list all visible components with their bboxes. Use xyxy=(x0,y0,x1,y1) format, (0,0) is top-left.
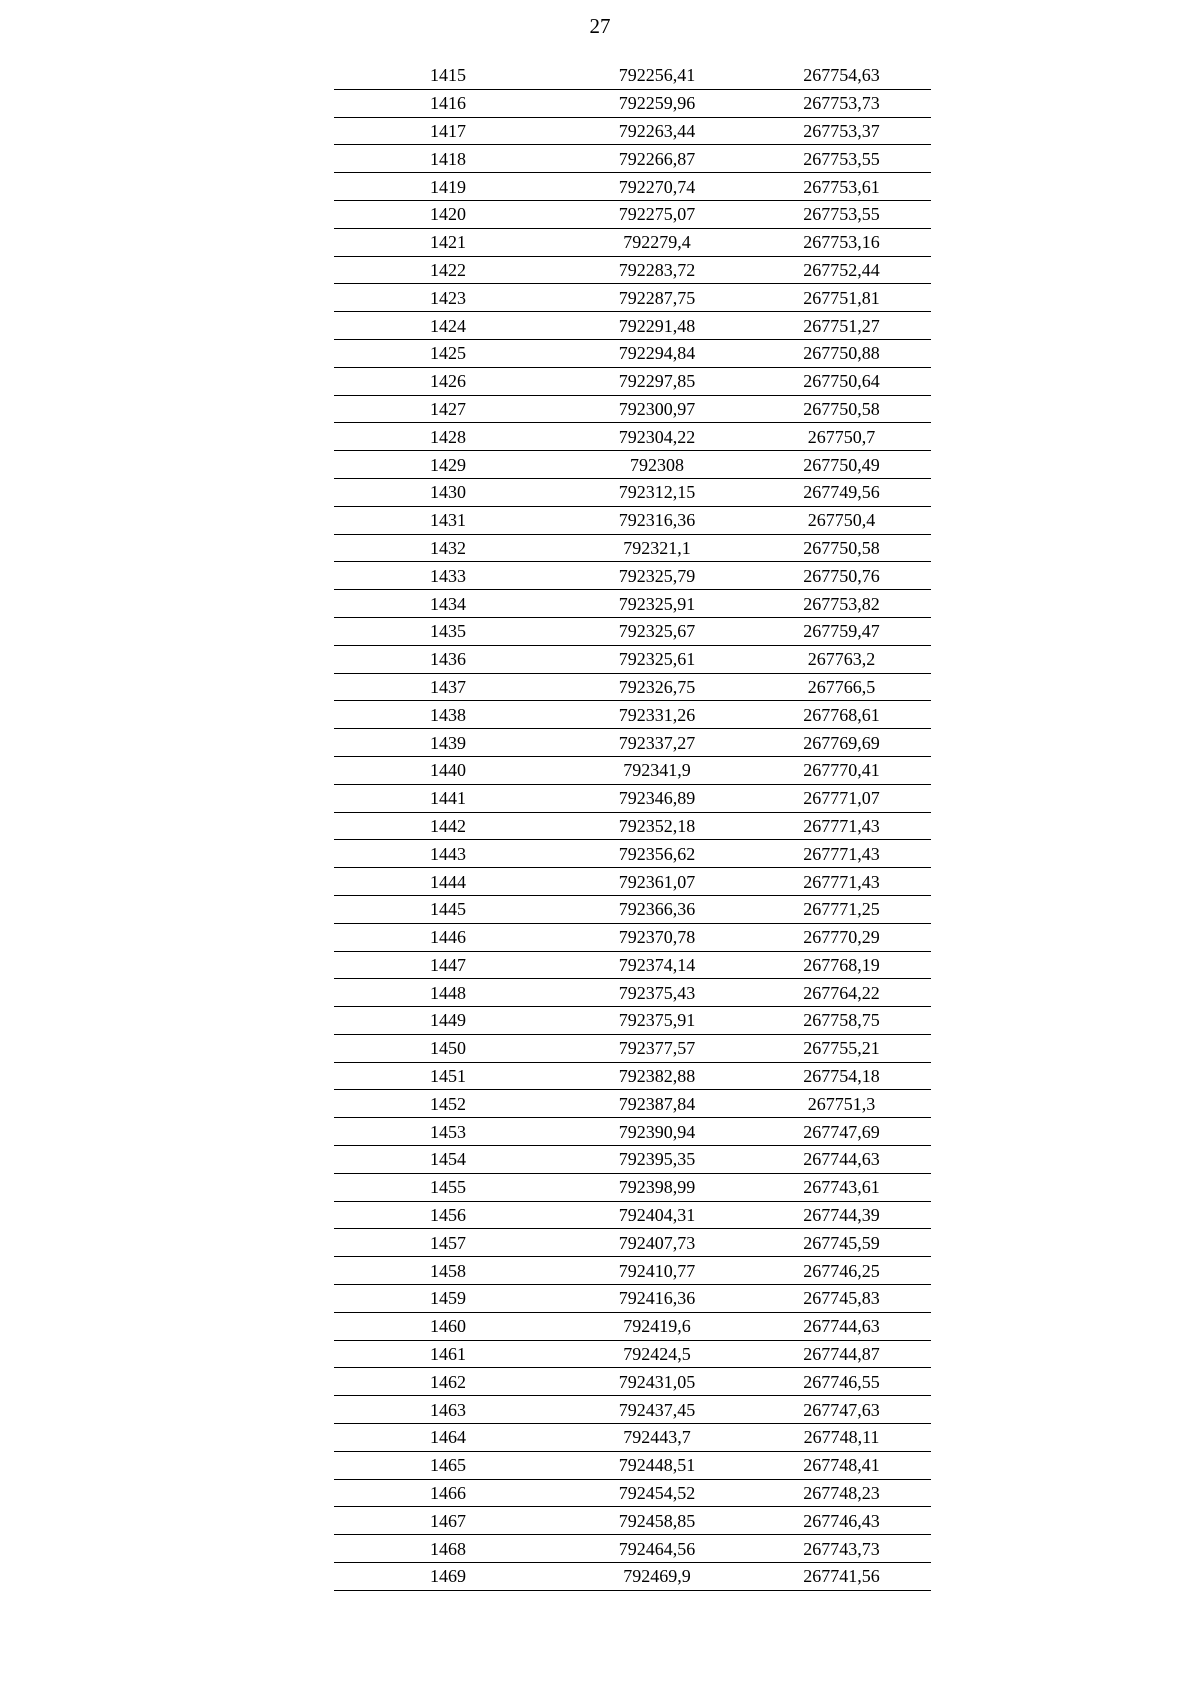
y-coordinate-cell: 267755,21 xyxy=(752,1034,931,1062)
table-row xyxy=(334,1312,931,1340)
x-coordinate-cell: 792398,99 xyxy=(562,1173,752,1201)
y-coordinate-cell: 267758,75 xyxy=(752,1007,931,1035)
point-number-cell: 1427 xyxy=(334,395,562,423)
point-number-cell: 1442 xyxy=(334,812,562,840)
point-number-cell: 1446 xyxy=(334,923,562,951)
x-coordinate-cell: 792387,84 xyxy=(562,1090,752,1118)
table-row xyxy=(334,895,931,923)
table-row xyxy=(334,1285,931,1313)
point-number-cell: 1420 xyxy=(334,200,562,228)
x-coordinate-cell: 792326,75 xyxy=(562,673,752,701)
point-number-cell: 1416 xyxy=(334,89,562,117)
x-coordinate-cell: 792361,07 xyxy=(562,868,752,896)
y-coordinate-cell: 267751,3 xyxy=(752,1090,931,1118)
table-row xyxy=(334,1062,931,1090)
y-coordinate-cell: 267745,83 xyxy=(752,1285,931,1313)
y-coordinate-cell: 267751,27 xyxy=(752,312,931,340)
table-row xyxy=(334,200,931,228)
table-row xyxy=(334,729,931,757)
point-number-cell: 1438 xyxy=(334,701,562,729)
y-coordinate-cell: 267750,4 xyxy=(752,506,931,534)
point-number-cell: 1417 xyxy=(334,117,562,145)
point-number-cell: 1459 xyxy=(334,1285,562,1313)
table-row xyxy=(334,812,931,840)
x-coordinate-cell: 792404,31 xyxy=(562,1201,752,1229)
table-row xyxy=(334,534,931,562)
point-number-cell: 1453 xyxy=(334,1118,562,1146)
y-coordinate-cell: 267749,56 xyxy=(752,478,931,506)
point-number-cell: 1467 xyxy=(334,1507,562,1535)
x-coordinate-cell: 792458,85 xyxy=(562,1507,752,1535)
y-coordinate-cell: 267754,18 xyxy=(752,1062,931,1090)
table-row xyxy=(334,951,931,979)
point-number-cell: 1465 xyxy=(334,1451,562,1479)
point-number-cell: 1430 xyxy=(334,478,562,506)
point-number-cell: 1439 xyxy=(334,729,562,757)
point-number-cell: 1429 xyxy=(334,451,562,479)
point-number-cell: 1423 xyxy=(334,284,562,312)
y-coordinate-cell: 267746,25 xyxy=(752,1257,931,1285)
point-number-cell: 1426 xyxy=(334,367,562,395)
y-coordinate-cell: 267744,39 xyxy=(752,1201,931,1229)
x-coordinate-cell: 792266,87 xyxy=(562,145,752,173)
x-coordinate-cell: 792270,74 xyxy=(562,173,752,201)
x-coordinate-cell: 792375,43 xyxy=(562,979,752,1007)
table-row xyxy=(334,256,931,284)
x-coordinate-cell: 792410,77 xyxy=(562,1257,752,1285)
point-number-cell: 1415 xyxy=(334,62,562,89)
table-row xyxy=(334,173,931,201)
y-coordinate-cell: 267753,16 xyxy=(752,228,931,256)
x-coordinate-cell: 792331,26 xyxy=(562,701,752,729)
x-coordinate-cell: 792366,36 xyxy=(562,895,752,923)
x-coordinate-cell: 792346,89 xyxy=(562,784,752,812)
y-coordinate-cell: 267750,88 xyxy=(752,339,931,367)
x-coordinate-cell: 792275,07 xyxy=(562,200,752,228)
x-coordinate-cell: 792377,57 xyxy=(562,1034,752,1062)
x-coordinate-cell: 792407,73 xyxy=(562,1229,752,1257)
y-coordinate-cell: 267771,07 xyxy=(752,784,931,812)
table-row xyxy=(334,756,931,784)
point-number-cell: 1448 xyxy=(334,979,562,1007)
y-coordinate-cell: 267769,69 xyxy=(752,729,931,757)
point-number-cell: 1434 xyxy=(334,590,562,618)
table-row xyxy=(334,1090,931,1118)
y-coordinate-cell: 267744,63 xyxy=(752,1146,931,1174)
y-coordinate-cell: 267771,43 xyxy=(752,868,931,896)
y-coordinate-cell: 267771,25 xyxy=(752,895,931,923)
point-number-cell: 1460 xyxy=(334,1312,562,1340)
table-row xyxy=(334,1173,931,1201)
table-row xyxy=(334,701,931,729)
table-row xyxy=(334,784,931,812)
table-row xyxy=(334,923,931,951)
y-coordinate-cell: 267753,73 xyxy=(752,89,931,117)
y-coordinate-cell: 267770,29 xyxy=(752,923,931,951)
point-number-cell: 1428 xyxy=(334,423,562,451)
table-row xyxy=(334,562,931,590)
point-number-cell: 1463 xyxy=(334,1396,562,1424)
x-coordinate-cell: 792337,27 xyxy=(562,729,752,757)
y-coordinate-cell: 267753,55 xyxy=(752,200,931,228)
table-row xyxy=(334,312,931,340)
point-number-cell: 1450 xyxy=(334,1034,562,1062)
x-coordinate-cell: 792283,72 xyxy=(562,256,752,284)
y-coordinate-cell: 267770,41 xyxy=(752,756,931,784)
point-number-cell: 1443 xyxy=(334,840,562,868)
table-row xyxy=(334,1229,931,1257)
point-number-cell: 1422 xyxy=(334,256,562,284)
y-coordinate-cell: 267768,19 xyxy=(752,951,931,979)
x-coordinate-cell: 792356,62 xyxy=(562,840,752,868)
y-coordinate-cell: 267750,76 xyxy=(752,562,931,590)
table-row xyxy=(334,1424,931,1452)
point-number-cell: 1437 xyxy=(334,673,562,701)
x-coordinate-cell: 792374,14 xyxy=(562,951,752,979)
point-number-cell: 1464 xyxy=(334,1424,562,1452)
y-coordinate-cell: 267747,69 xyxy=(752,1118,931,1146)
table-row xyxy=(334,367,931,395)
point-number-cell: 1424 xyxy=(334,312,562,340)
x-coordinate-cell: 792375,91 xyxy=(562,1007,752,1035)
table-row xyxy=(334,423,931,451)
table-row xyxy=(334,228,931,256)
y-coordinate-cell: 267752,44 xyxy=(752,256,931,284)
point-number-cell: 1433 xyxy=(334,562,562,590)
x-coordinate-cell: 792390,94 xyxy=(562,1118,752,1146)
page-number: 27 xyxy=(589,14,611,38)
table-row xyxy=(334,1118,931,1146)
y-coordinate-cell: 267744,63 xyxy=(752,1312,931,1340)
table-row xyxy=(334,590,931,618)
y-coordinate-cell: 267748,23 xyxy=(752,1479,931,1507)
y-coordinate-cell: 267753,55 xyxy=(752,145,931,173)
table-row xyxy=(334,117,931,145)
x-coordinate-cell: 792304,22 xyxy=(562,423,752,451)
y-coordinate-cell: 267750,49 xyxy=(752,451,931,479)
table-row xyxy=(334,1034,931,1062)
table-row xyxy=(334,284,931,312)
x-coordinate-cell: 792352,18 xyxy=(562,812,752,840)
point-number-cell: 1421 xyxy=(334,228,562,256)
x-coordinate-cell: 792312,15 xyxy=(562,478,752,506)
point-number-cell: 1441 xyxy=(334,784,562,812)
x-coordinate-cell: 792454,52 xyxy=(562,1479,752,1507)
point-number-cell: 1440 xyxy=(334,756,562,784)
x-coordinate-cell: 792464,56 xyxy=(562,1535,752,1563)
x-coordinate-cell: 792431,05 xyxy=(562,1368,752,1396)
y-coordinate-cell: 267764,22 xyxy=(752,979,931,1007)
table-row xyxy=(334,617,931,645)
x-coordinate-cell: 792370,78 xyxy=(562,923,752,951)
table-row xyxy=(334,1201,931,1229)
y-coordinate-cell: 267751,81 xyxy=(752,284,931,312)
table-row xyxy=(334,1007,931,1035)
table-row xyxy=(334,1340,931,1368)
x-coordinate-cell: 792325,91 xyxy=(562,590,752,618)
y-coordinate-cell: 267750,7 xyxy=(752,423,931,451)
x-coordinate-cell: 792469,9 xyxy=(562,1563,752,1591)
point-number-cell: 1455 xyxy=(334,1173,562,1201)
point-number-cell: 1458 xyxy=(334,1257,562,1285)
point-number-cell: 1447 xyxy=(334,951,562,979)
y-coordinate-cell: 267750,58 xyxy=(752,534,931,562)
table-row xyxy=(334,1257,931,1285)
y-coordinate-cell: 267753,61 xyxy=(752,173,931,201)
x-coordinate-cell: 792259,96 xyxy=(562,89,752,117)
y-coordinate-cell: 267745,59 xyxy=(752,1229,931,1257)
point-number-cell: 1425 xyxy=(334,339,562,367)
table-row xyxy=(334,1535,931,1563)
x-coordinate-cell: 792448,51 xyxy=(562,1451,752,1479)
x-coordinate-cell: 792416,36 xyxy=(562,1285,752,1313)
point-number-cell: 1457 xyxy=(334,1229,562,1257)
point-number-cell: 1418 xyxy=(334,145,562,173)
point-number-cell: 1451 xyxy=(334,1062,562,1090)
y-coordinate-cell: 267748,41 xyxy=(752,1451,931,1479)
table-row xyxy=(334,1146,931,1174)
table-row xyxy=(334,979,931,1007)
y-coordinate-cell: 267744,87 xyxy=(752,1340,931,1368)
y-coordinate-cell: 267771,43 xyxy=(752,812,931,840)
y-coordinate-cell: 267748,11 xyxy=(752,1424,931,1452)
x-coordinate-cell: 792297,85 xyxy=(562,367,752,395)
table-row xyxy=(334,645,931,673)
point-number-cell: 1469 xyxy=(334,1563,562,1591)
y-coordinate-cell: 267754,63 xyxy=(752,62,931,89)
point-number-cell: 1462 xyxy=(334,1368,562,1396)
table-row xyxy=(334,339,931,367)
y-coordinate-cell: 267746,55 xyxy=(752,1368,931,1396)
x-coordinate-cell: 792300,97 xyxy=(562,395,752,423)
y-coordinate-cell: 267746,43 xyxy=(752,1507,931,1535)
y-coordinate-cell: 267747,63 xyxy=(752,1396,931,1424)
x-coordinate-cell: 792279,4 xyxy=(562,228,752,256)
y-coordinate-cell: 267763,2 xyxy=(752,645,931,673)
x-coordinate-cell: 792325,61 xyxy=(562,645,752,673)
y-coordinate-cell: 267766,5 xyxy=(752,673,931,701)
table-row xyxy=(334,395,931,423)
point-number-cell: 1436 xyxy=(334,645,562,673)
x-coordinate-cell: 792395,35 xyxy=(562,1146,752,1174)
y-coordinate-cell: 267768,61 xyxy=(752,701,931,729)
x-coordinate-cell: 792291,48 xyxy=(562,312,752,340)
point-number-cell: 1419 xyxy=(334,173,562,201)
point-number-cell: 1444 xyxy=(334,868,562,896)
table-row xyxy=(334,1396,931,1424)
x-coordinate-cell: 792437,45 xyxy=(562,1396,752,1424)
point-number-cell: 1432 xyxy=(334,534,562,562)
x-coordinate-cell: 792325,79 xyxy=(562,562,752,590)
x-coordinate-cell: 792321,1 xyxy=(562,534,752,562)
table-row xyxy=(334,145,931,173)
table-row xyxy=(334,1507,931,1535)
point-number-cell: 1452 xyxy=(334,1090,562,1118)
table-row xyxy=(334,506,931,534)
x-coordinate-cell: 792294,84 xyxy=(562,339,752,367)
point-number-cell: 1454 xyxy=(334,1146,562,1174)
y-coordinate-cell: 267743,61 xyxy=(752,1173,931,1201)
table-row xyxy=(334,1368,931,1396)
table-row xyxy=(334,1451,931,1479)
y-coordinate-cell: 267750,58 xyxy=(752,395,931,423)
y-coordinate-cell: 267753,82 xyxy=(752,590,931,618)
x-coordinate-cell: 792263,44 xyxy=(562,117,752,145)
y-coordinate-cell: 267753,37 xyxy=(752,117,931,145)
table-row xyxy=(334,451,931,479)
point-number-cell: 1449 xyxy=(334,1007,562,1035)
table-row xyxy=(334,478,931,506)
point-number-cell: 1461 xyxy=(334,1340,562,1368)
x-coordinate-cell: 792424,5 xyxy=(562,1340,752,1368)
y-coordinate-cell: 267759,47 xyxy=(752,617,931,645)
point-number-cell: 1468 xyxy=(334,1535,562,1563)
point-number-cell: 1445 xyxy=(334,895,562,923)
x-coordinate-cell: 792308 xyxy=(562,451,752,479)
x-coordinate-cell: 792287,75 xyxy=(562,284,752,312)
table-row xyxy=(334,840,931,868)
point-number-cell: 1466 xyxy=(334,1479,562,1507)
coordinate-table-body xyxy=(334,62,931,1590)
table-row xyxy=(334,89,931,117)
x-coordinate-cell: 792341,9 xyxy=(562,756,752,784)
table-row xyxy=(334,673,931,701)
y-coordinate-cell: 267743,73 xyxy=(752,1535,931,1563)
x-coordinate-cell: 792256,41 xyxy=(562,62,752,89)
x-coordinate-cell: 792325,67 xyxy=(562,617,752,645)
x-coordinate-cell: 792419,6 xyxy=(562,1312,752,1340)
y-coordinate-cell: 267771,43 xyxy=(752,840,931,868)
table-row xyxy=(334,868,931,896)
x-coordinate-cell: 792316,36 xyxy=(562,506,752,534)
x-coordinate-cell: 792382,88 xyxy=(562,1062,752,1090)
x-coordinate-cell: 792443,7 xyxy=(562,1424,752,1452)
y-coordinate-cell: 267741,56 xyxy=(752,1563,931,1591)
point-number-cell: 1431 xyxy=(334,506,562,534)
coordinate-table xyxy=(334,62,931,1591)
table-row xyxy=(334,1563,931,1591)
table-row xyxy=(334,62,931,89)
y-coordinate-cell: 267750,64 xyxy=(752,367,931,395)
point-number-cell: 1456 xyxy=(334,1201,562,1229)
point-number-cell: 1435 xyxy=(334,617,562,645)
table-row xyxy=(334,1479,931,1507)
